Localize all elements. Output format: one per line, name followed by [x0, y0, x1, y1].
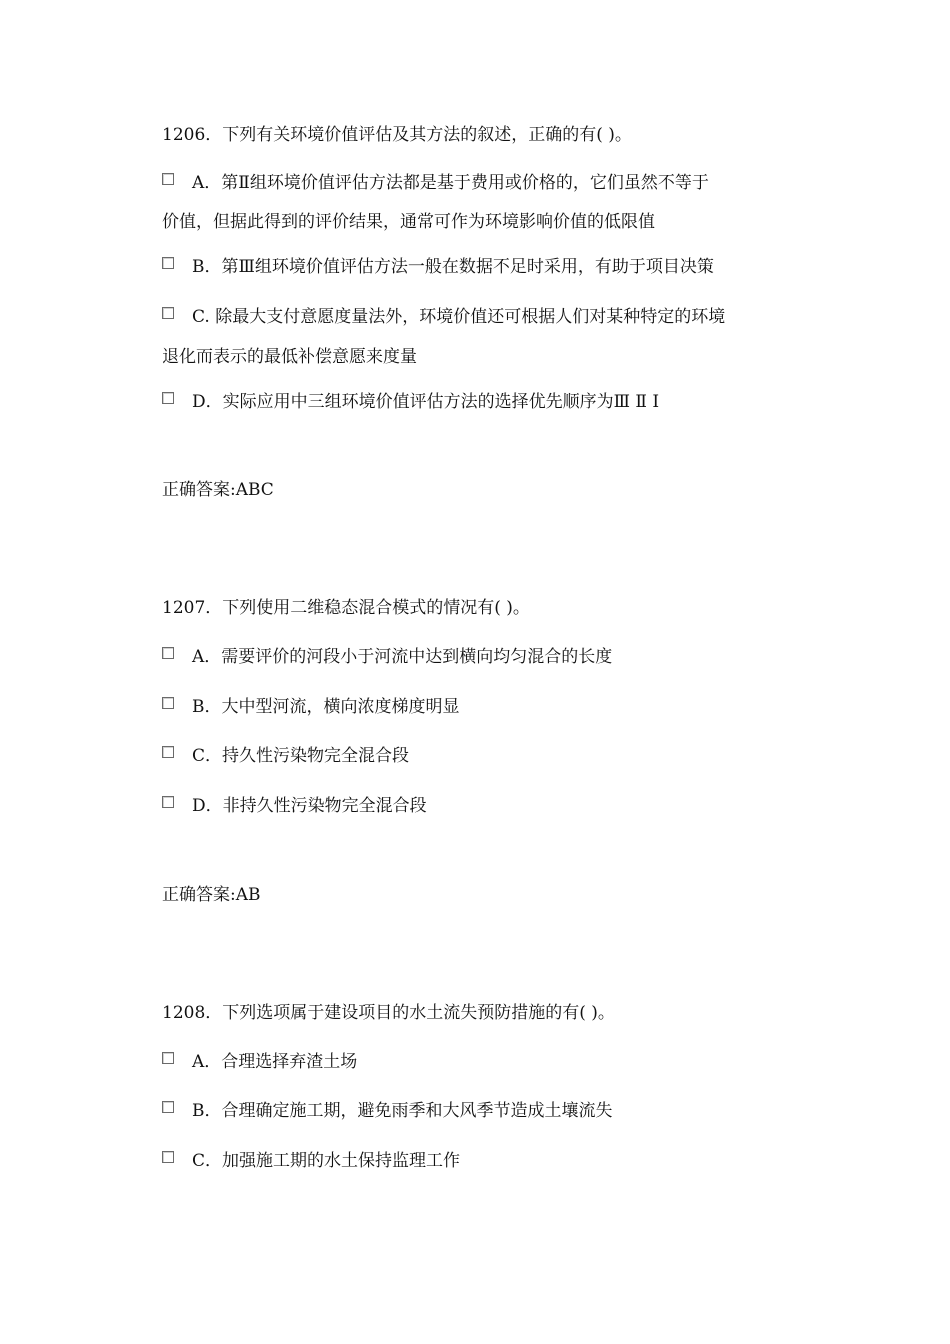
option-c-checkbox[interactable]	[162, 307, 174, 319]
option-c-checkbox[interactable]	[162, 1151, 174, 1163]
option-c-text: C．加强施工期的水土保持监理工作	[192, 1151, 461, 1171]
option-d-text: D．实际应用中三组环境价值评估方法的选择优先顺序为Ⅲ Ⅱ Ⅰ	[192, 392, 660, 412]
option-a-checkbox[interactable]	[162, 647, 174, 659]
option-a-checkbox[interactable]	[162, 173, 174, 185]
option-c-checkbox[interactable]	[162, 746, 174, 758]
option-a-text-continued: 价值，但据此得到的评价结果，通常可作为环境影响价值的低限值	[162, 212, 655, 232]
option-a-text: A．需要评价的河段小于河流中达到横向均匀混合的长度	[192, 647, 613, 667]
correct-answer: 正确答案:AB	[162, 885, 261, 905]
option-c-text: C. 除最大支付意愿度量法外，环境价值还可根据人们对某种特定的环境	[192, 307, 726, 327]
question-stem: 1207．下列使用二维稳态混合模式的情况有( )。	[162, 598, 530, 618]
option-b-text: B．大中型河流，横向浓度梯度明显	[192, 697, 460, 717]
option-a-text: A．第Ⅱ组环境价值评估方法都是基于费用或价格的，它们虽然不等于	[192, 173, 709, 193]
option-a-checkbox[interactable]	[162, 1052, 174, 1064]
option-d-text: D．非持久性污染物完全混合段	[192, 796, 427, 816]
option-b-text: B．第Ⅲ组环境价值评估方法一般在数据不足时采用，有助于项目决策	[192, 257, 714, 277]
option-b-checkbox[interactable]	[162, 257, 174, 269]
correct-answer: 正确答案:ABC	[162, 480, 274, 500]
option-d-checkbox[interactable]	[162, 796, 174, 808]
option-c-text-continued: 退化而表示的最低补偿意愿来度量	[162, 347, 417, 367]
option-b-checkbox[interactable]	[162, 1101, 174, 1113]
question-stem: 1206．下列有关环境价值评估及其方法的叙述，正确的有( )。	[162, 125, 632, 145]
question-stem: 1208．下列选项属于建设项目的水土流失预防措施的有( )。	[162, 1003, 615, 1023]
option-d-checkbox[interactable]	[162, 392, 174, 404]
option-b-text: B．合理确定施工期，避免雨季和大风季节造成土壤流失	[192, 1101, 613, 1121]
option-a-text: A．合理选择弃渣土场	[192, 1052, 358, 1072]
option-c-text: C．持久性污染物完全混合段	[192, 746, 410, 766]
option-b-checkbox[interactable]	[162, 697, 174, 709]
